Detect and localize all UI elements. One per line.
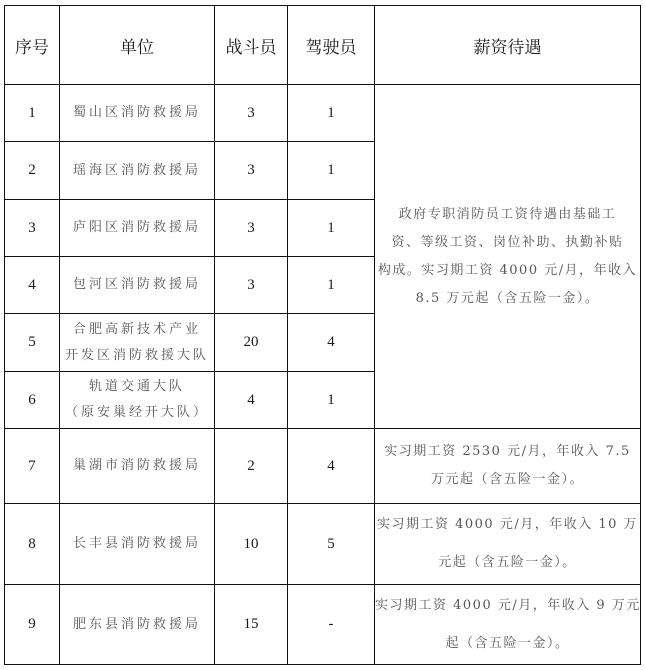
cell-fighters: 3 — [215, 142, 288, 200]
unit-line: 蜀山区消防救援局 — [72, 105, 201, 120]
cell-unit — [60, 372, 215, 429]
cell-fighters: 3 — [215, 257, 288, 314]
cell-unit — [60, 429, 215, 504]
salary-line: 政府专职消防员工资待遇由基础工 — [398, 206, 617, 222]
unit-line: 庐阳区消防救援局 — [72, 220, 201, 235]
salary-line: 起（含五险一金）。 — [445, 635, 570, 651]
recruitment-table — [4, 5, 641, 665]
unit-line: 轨道交通大队 — [88, 379, 185, 394]
cell-salary — [375, 585, 641, 665]
cell-unit — [60, 257, 215, 314]
cell-seq: 2 — [5, 142, 60, 200]
unit-line: 长丰县消防救援局 — [72, 536, 201, 551]
cell-unit — [60, 200, 215, 257]
cell-drivers: 1 — [288, 257, 375, 314]
cell-salary — [375, 429, 641, 504]
unit-line: 瑶海区消防救援局 — [72, 162, 201, 178]
cell-drivers: 4 — [288, 429, 375, 504]
header-row — [5, 6, 641, 85]
cell-fighters: 2 — [215, 429, 288, 504]
cell-fighters: 3 — [215, 200, 288, 257]
cell-drivers: 1 — [288, 372, 375, 429]
cell-unit — [60, 504, 215, 585]
cell-fighters: 20 — [215, 314, 288, 372]
cell-unit — [60, 585, 215, 665]
salary-line: 8.5 万元起（含五险一金）。 — [415, 290, 600, 306]
cell-fighters: 15 — [215, 585, 288, 665]
cell-seq: 4 — [5, 257, 60, 314]
table-row — [5, 585, 641, 665]
header-unit: 单位 — [60, 6, 215, 85]
cell-fighters: 3 — [215, 85, 288, 142]
header-drivers: 驾驶员 — [288, 6, 375, 85]
salary-line: 实习期工资 2530 元/月，年收入 7.5 — [384, 444, 631, 459]
cell-salary — [375, 504, 641, 585]
cell-seq: 7 — [5, 429, 60, 504]
cell-unit — [60, 314, 215, 372]
cell-seq: 1 — [5, 85, 60, 142]
cell-drivers: - — [288, 585, 375, 665]
cell-seq: 5 — [5, 314, 60, 372]
table-row — [5, 85, 641, 142]
table-row — [5, 504, 641, 585]
header-fighters: 战斗员 — [215, 6, 288, 85]
unit-line: （原安巢经开大队） — [64, 405, 209, 420]
cell-seq: 3 — [5, 200, 60, 257]
cell-seq: 6 — [5, 372, 60, 429]
cell-salary-merged — [375, 85, 641, 429]
cell-unit — [60, 85, 215, 142]
unit-line: 肥东县消防救援局 — [72, 616, 201, 632]
cell-fighters: 10 — [215, 504, 288, 585]
header-salary: 薪资待遇 — [375, 6, 641, 85]
cell-unit — [60, 142, 215, 200]
salary-line: 构成。实习期工资 4000 元/月，年收入 — [377, 262, 638, 278]
table-row — [5, 429, 641, 504]
salary-line: 资、等级工资、岗位补助、执勤补贴 — [391, 234, 624, 250]
salary-line: 元起（含五险一金）。 — [438, 555, 577, 570]
cell-drivers: 1 — [288, 85, 375, 142]
cell-seq: 8 — [5, 504, 60, 585]
salary-line: 万元起（含五险一金）。 — [430, 472, 584, 487]
unit-line: 巢湖市消防救援局 — [72, 458, 201, 473]
header-seq: 序号 — [5, 6, 60, 85]
cell-fighters: 4 — [215, 372, 288, 429]
cell-drivers: 1 — [288, 142, 375, 200]
unit-line: 开发区消防救援大队 — [64, 347, 209, 363]
cell-drivers: 1 — [288, 200, 375, 257]
cell-seq: 9 — [5, 585, 60, 665]
cell-drivers: 5 — [288, 504, 375, 585]
cell-drivers: 4 — [288, 314, 375, 372]
unit-line: 合肥高新技术产业 — [72, 321, 201, 337]
salary-line: 实习期工资 4000 元/月，年收入 10 万 — [376, 517, 639, 532]
unit-line: 包河区消防救援局 — [72, 277, 201, 292]
salary-line: 实习期工资 4000 元/月，年收入 9 万元 — [375, 597, 641, 613]
